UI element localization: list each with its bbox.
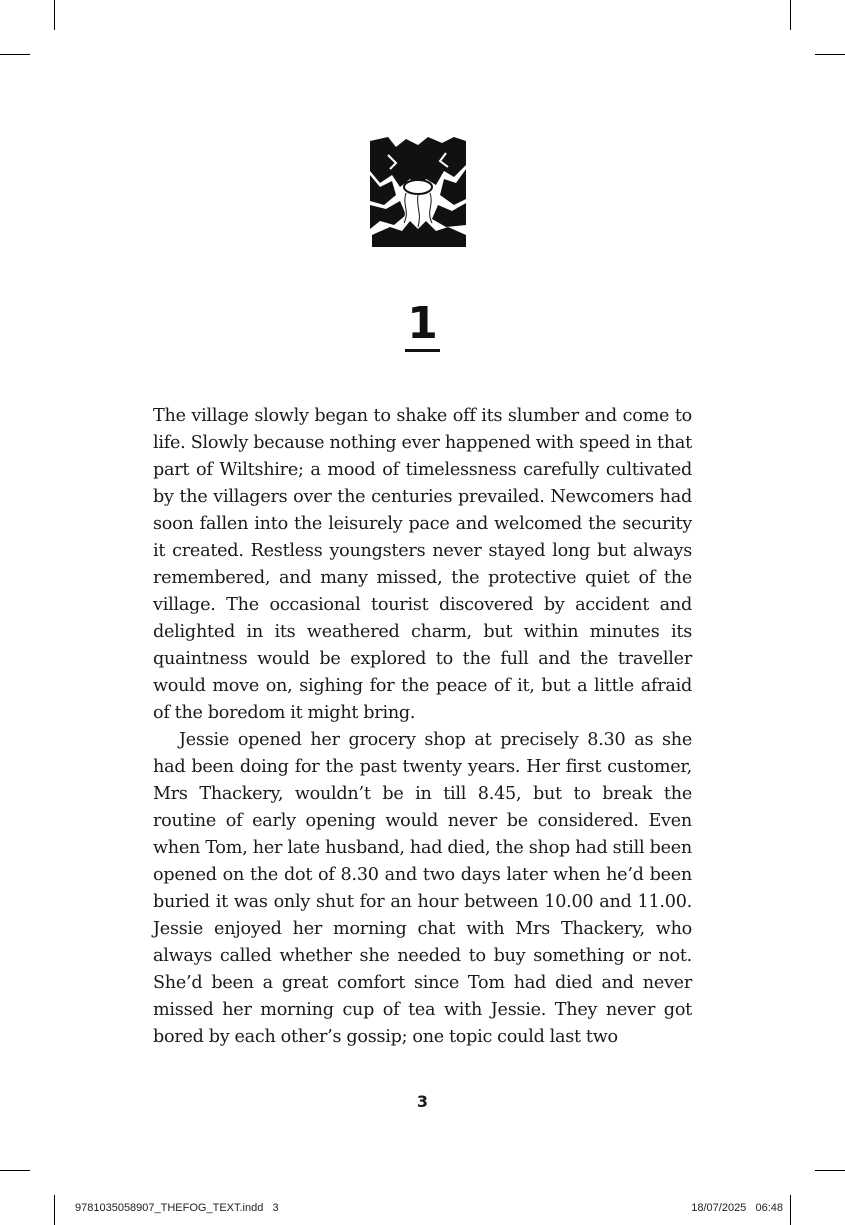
crop-mark [54, 0, 55, 30]
page-number: 3 [416, 1092, 429, 1111]
crop-mark [815, 54, 845, 55]
crop-mark [0, 54, 30, 55]
print-slug-date: 18/07/2025 06:48 [691, 1202, 783, 1214]
fog-chapter-ornament-icon [366, 135, 470, 250]
paragraph: Jessie opened her grocery shop at precisely 8.30 as she had been doing for the past twenty years. Her first customer, Mrs Thackery, wouldn’t be in till 8.45, but to break the routine of early opening would never be considered. Even when Tom, her late husband, had died, the shop had still been opened on the dot of 8.30 and two days later when he’d been buried it was only shut for an hour between 10.00 and 11.00. Jessie enjoyed her morning chat with Mrs Thackery, who always called whether she needed to buy something or not. She’d been a great comfort since Tom had died and never missed her morning cup of tea with Jessie. They never got bored by each other’s gossip; one topic could last two [153, 730, 692, 1047]
chapter-number-text: 1 [405, 298, 440, 352]
crop-mark [790, 0, 791, 30]
crop-mark [0, 1170, 30, 1171]
print-slug-filename: 9781035058907_THEFOG_TEXT.indd 3 [75, 1202, 279, 1214]
paragraph: The village slowly began to shake off its slumber and come to life. Slowly because nothing ever happened with speed in that part of Wiltshire; a mood of timelessness carefully cultivated by the villagers over the centuries prevailed. Newcomers had soon fallen into the leisurely pace and welcomed the security it created. Restless youngsters never stayed long but always remembered, and many missed, the protective quiet of the village. The occasional tourist discovered by accident and delighted in its weathered charm, but within minutes its quaintness would be explored to the full and the traveller would move on, sighing for the peace of it, but a little afraid of the boredom it might bring. [153, 406, 692, 723]
chapter-number [0, 296, 845, 352]
chapter-body [153, 403, 692, 1051]
crop-mark [815, 1170, 845, 1171]
crop-mark [790, 1195, 791, 1225]
crop-mark [54, 1195, 55, 1225]
